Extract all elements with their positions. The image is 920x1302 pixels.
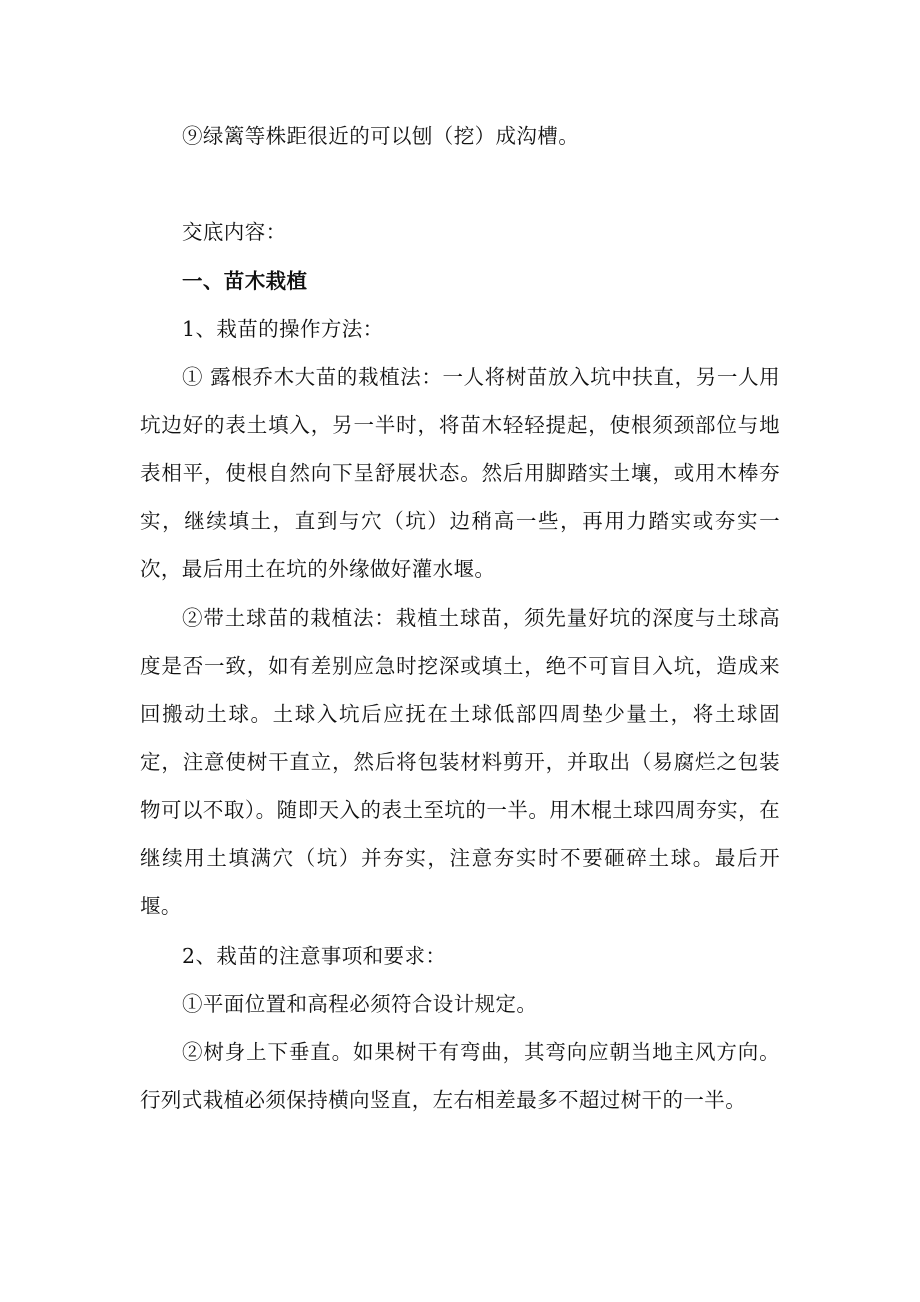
section-heading-planting: 一、苗木栽植 — [182, 269, 308, 293]
paragraph-root-ball-method: ②带土球苗的栽植法：栽植土球苗，须先量好坑的深度与土球高度是否一致，如有差别应急时挖深或填土，绝不可盲目入坑，造成来回搬动土球。土球入坑后应抚在土球低部四周垫少量土，将土球固定，注意使树干直立，然后将包装材料剪开，并取出（易腐烂之包装物可以不取）。随即天入的表土至坑的一半。用木棍土球四周夯实，在继续用土填满穴（坑）并夯实，注意夯实时不要砸碎土球。最后开堰。 — [140, 606, 780, 918]
paragraph-hedge-trench: ⑨绿篱等株距很近的可以刨（挖）成沟槽。 — [182, 124, 580, 148]
subheading-planting-notes: 2、栽苗的注意事项和要求： — [182, 944, 447, 968]
paragraph-briefing-label: 交底内容： — [182, 220, 287, 244]
paragraph-vertical-requirement: ②树身上下垂直。如果树干有弯曲，其弯向应朝当地主风方向。行列式栽植必须保持横向竖直，左右相差最多不超过树干的一半。 — [140, 1040, 780, 1112]
paragraph-position-requirement: ①平面位置和高程必须符合设计规定。 — [182, 992, 538, 1016]
paragraph-bare-root-method: ① 露根乔木大苗的栽植法：一人将树苗放入坑中扶直，另一人用坑边好的表土填入，另一半时，将苗木轻轻提起，使根须颈部位与地表相平，使根自然向下呈舒展状态。然后用脚踏实土壤，或用木棒夯实，继续填土，直到与穴（坑）边稍高一些，再用力踏实或夯实一次，最后用土在坑的外缘做好灌水堰。 — [140, 365, 780, 581]
subheading-planting-method: 1、栽苗的操作方法： — [182, 317, 384, 341]
